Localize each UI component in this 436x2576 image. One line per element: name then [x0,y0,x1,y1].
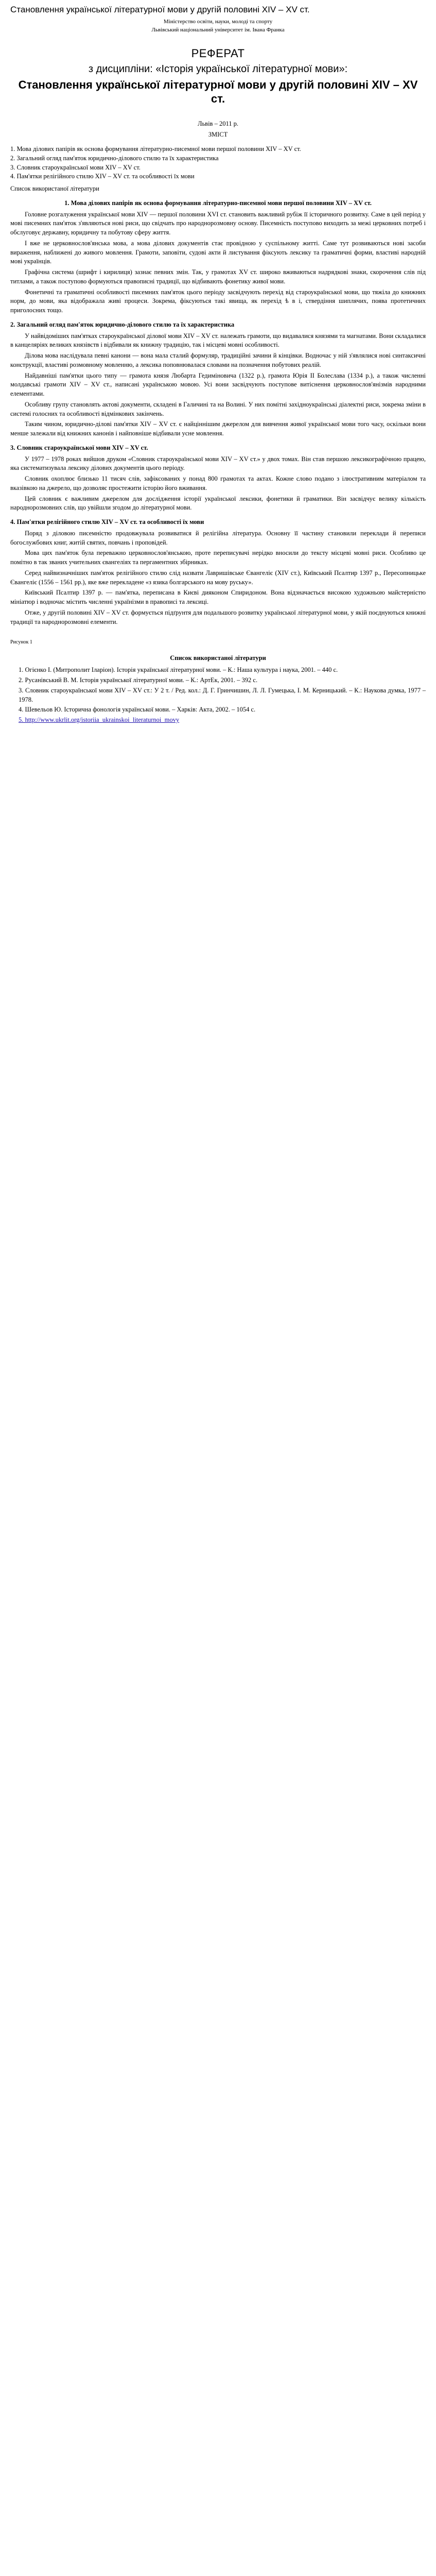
paragraph: Цей словник є важливим джерелом для дослідження історії української лексики, фонетики й граматики. Він засвідчує велику кількість народнорозмовних слів, що увійшли згодом до літературної мови. [10,495,426,512]
paragraph: Головне розгалуження української мови XIV — першої половини XVI ст. становить важливий рубіж її історичного розвитку. Саме в цей період у мові писемних пам'яток з'являються нові риси, що свідчать про народнорозмовну основу. Писемність поступово виходить за межі церковних потреб і обслуговує державну, юридичну та побутову сферу життя. [10,210,426,236]
section-4-heading: 4. Пам'ятки релігійного стилю XIV – XV ст. та особливості їх мови [10,518,204,526]
literature-heading: Список використаної літератури [170,654,266,662]
place-year: Львів – 2011 р. [198,120,238,127]
paragraph: Словник охоплює близько 11 тисяч слів, зафіксованих у понад 800 грамотах та актах. Кожне слово подано з ілюстративним матеріалом та вказівкою на джерело, що дозволяє простежити історію його вживання. [10,475,426,492]
paragraph: У 1977 – 1978 роках вийшов друком «Словник староукраїнської мови XIV – XV ст.» у двох томах. Він став першою лексикографічною працею, яка систематизувала лексику ділових документів цього періоду. [10,455,426,472]
paragraph: Поряд з діловою писемністю продовжувала розвиватися й релігійна література. Основну її частину становили переклади й переписи богослужбових книг, житій святих, повчань і проповідей. [10,529,426,546]
paragraph: Фонетичні та граматичні особливості писемних пам'яток цього періоду засвідчують перехід від староукраїнської мови, що тяжіла до книжних норм, до мови, яка відображала живі процеси. Зокрема, фіксуються такі явища, як перехід ѣ в і, ствердіння шиплячих, поява протетичних приголосних тощо. [10,288,426,314]
university-line: Львівський національний університет ім. Івана Франка [151,26,285,33]
toc-item: 1. Мова ділових папірів як основа формування літературно-писемної мови першої половини XIV – XV ст. [10,145,301,153]
literature-item: 2. Русанівський В. М. Історія української літературної мови. – К.: АртЕк, 2001. – 392 с. [19,676,258,684]
paragraph: Мова цих пам'яток була переважно церковнослов'янською, проте переписувачі нерідко вносили до тексту місцеві мовні риси. Особливо це помітно в так званих учительних євангеліях та пергаментних збірниках. [10,549,426,566]
paragraph: Отже, у другій половині XIV – XV ст. формується підґрунтя для подальшого розвитку української літературної мови, у якій поєднуються книжні традиції та народнорозмовні елементи. [10,608,426,625]
discipline-line: з дисципліни: «Історія української літературної мови»: [88,63,348,75]
figure-caption: Рисунок 1 [10,639,32,646]
document-title: Становлення української літературної мови у другій половині XIV – XV ст. [10,5,310,14]
literature-link[interactable]: 5. http://www.ukrlit.org/istoriia_ukrainskoi_literaturnoi_movy [19,716,180,724]
literature-item: 4. Шевельов Ю. Історична фонологія української мови. – Харків: Акта, 2002. – 1054 с. [19,706,256,714]
report-kind: РЕФЕРАТ [191,47,245,60]
paragraph: Ділова мова наслідувала певні канони — вона мала сталий формуляр, традиційні зачини й кінцівки. Водночас у ній з'являлися нові синтаксичні конструкції, властиві розмовному мовленню, а лексика поповнювалася словами на позначення побутових реалій. [10,352,426,368]
paragraph: Особливу групу становлять актові документи, складені в Галичині та на Волині. У них помітні західноукраїнські діалектні риси, зокрема зміни в системі голосних та особливості відмінкових закінчень. [10,400,426,417]
toc-item: 3. Словник староукраїнської мови XIV – XV ст. [10,163,141,171]
paragraph: Найдавніші пам'ятки цього типу — грамота князя Любарта Гедиміновича (1322 р.), грамота Юрія II Болеслава (1334 р.), а також численні молдавські грамоти XIV – XV ст., написані українською мовою. Усі вони засвідчують поступове витіснення церковнослов'янізмів народними елементами. [10,371,426,398]
paragraph: І вже не церковнослов'янська мова, а мова ділових документів стає провідною у суспільному житті. Саме тут розвиваються нові засоби вираження, наближені до живого мовлення. Грамоти, заповіти, судові акти й листування фіксують лексику та граматичні форми, властиві народній мові українців. [10,239,426,265]
paragraph: Графічна система (шрифт і кирилиця) зазнає певних змін. Так, у грамотах XV ст. широко вживаються надрядкові знаки, скорочення слів під титлами, а також поступово формуються правописні традиції, що відбивають фонетику живої мови. [10,268,426,285]
document-page [0,0,436,747]
report-topic: Становлення української літературної мови у другій половині XIV – XV ст. [18,78,418,106]
section-2-heading: 2. Загальний огляд пам'яток юридично-ділового стилю та їх характеристика [10,320,235,328]
paragraph: Київський Псалтир 1397 р. — пам'ятка, переписана в Києві дияконом Спиридоном. Вона відзначається високою художньою майстерністю мініатюр і водночас містить численні українізми в правописі та лексиці. [10,589,426,606]
literature-item: 1. Огієнко І. (Митрополит Іларіон). Історія української літературної мови. – К.: Наша культура і наука, 2001. – 440 с. [19,666,338,674]
table-of-contents [10,145,426,181]
literature-list [10,666,426,725]
toc-item: 2. Загальний огляд пам'яток юридично-ділового стилю та їх характеристика [10,154,219,162]
section-3-heading: 3. Словник староукраїнської мови XIV – XV ст. [10,444,148,451]
paragraph: У найвідоміших пам'ятках староукраїнської ділової мови XIV – XV ст. належать грамоти, що видавалися князями та магнатами. Вони складалися в канцеляріях великих князівств і відбивали як книжну традицію, так і місцеві мовні особливості. [10,332,426,349]
paragraph: Серед найвизначніших пам'яток релігійного стилю слід назвати Лавришівське Євангеліє (XIV ст.), Київський Псалтир 1397 р., Пересопницьке Євангеліє (1556 – 1561 рр.), яке вже перекладене «з язика болгарського на мову руську». [10,569,426,586]
literature-item: 3. Словник староукраїнської мови XIV – XV ст.: У 2 т. / Ред. кол.: Д. Г. Гринчишин, Л. Л. Гумецька, І. М. Керницький. – К.: Наукова думка, 1977 – 1978. [19,686,426,703]
toc-heading: ЗМІСТ [208,131,228,139]
paragraph: Таким чином, юридично-ділові пам'ятки XIV – XV ст. є найціннішим джерелом для вивчення живої української мови того часу, оскільки вони менше залежали від книжних канонів і найповніше відбивали усне мовлення. [10,420,426,437]
ministry-line: Міністерство освіти, науки, молоді та спорту [163,19,273,25]
section-1-heading: 1. Мова ділових папірів як основа формування літературно-писемної мови першої половини XIV – XV ст. [64,199,372,207]
toc-item: 4. Пам'ятки релігійного стилю XIV – XV ст. та особливості їх мови [10,173,195,180]
toc-literature: Список використаної літератури [10,185,99,193]
